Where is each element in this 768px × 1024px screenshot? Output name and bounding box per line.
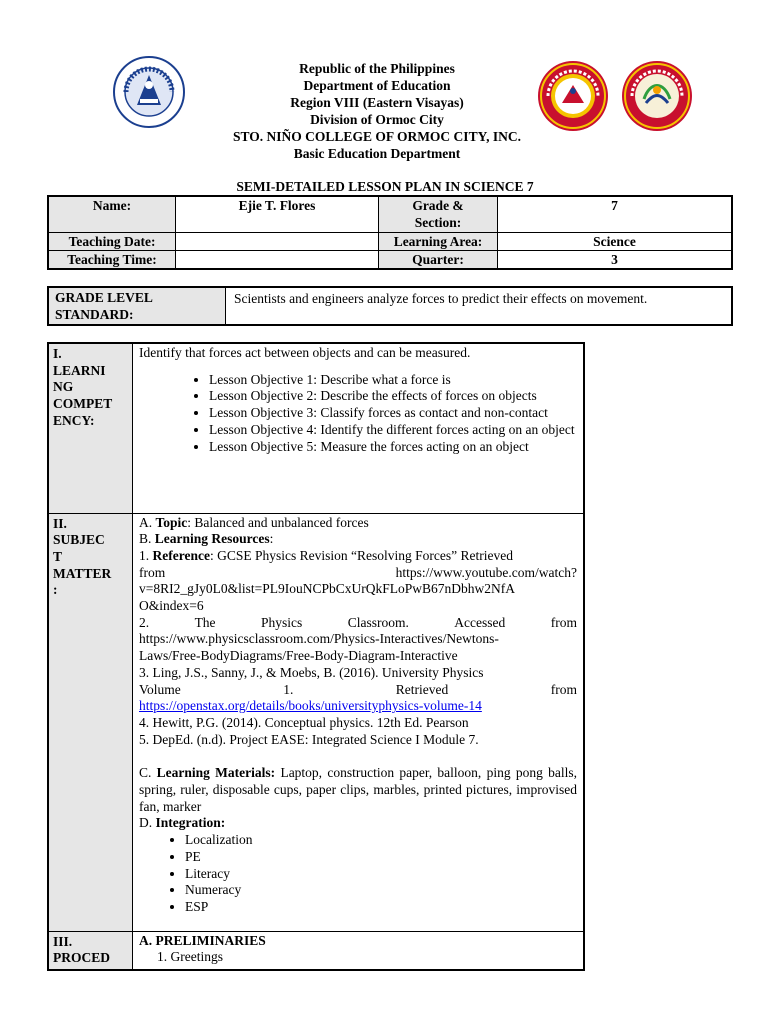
resources-prefix: B. [139,531,155,547]
quarter-value: 3 [498,250,733,269]
objective-item: • Lesson Objective 1: Describe what a force is [209,372,577,389]
grade-label-line1: Grade & [412,198,464,213]
header-division: Division of Ormoc City [310,112,444,127]
section2-label [48,513,133,931]
name-value: Ejie T. Flores [176,196,379,232]
ref3-word: from [550,681,577,697]
topic-prefix: A. [139,514,156,530]
resources-line [139,531,577,548]
header-republic: Republic of the Philippines [299,61,455,76]
ref2-word: The [194,614,216,630]
materials-prefix: C. [139,765,157,781]
ref2-word: Physics [261,614,303,630]
objective-item: • Lesson Objective 3: Classify forces as contact and non-contact [209,405,577,422]
reference-5: 5. DepEd. (n.d). Project EASE: Integrated Science I Module 7. [139,731,479,747]
section1-label-line: ENCY: [53,412,95,428]
grade-level-standard-value: Scientists and engineers analyze forces to predict their effects on movement. [226,287,733,325]
integration-list [139,832,577,916]
section3-label-line: PROCED [53,950,110,966]
document-header [130,60,624,162]
basic-education-department-seal-logo [620,59,694,133]
section3-label [48,931,133,970]
competency-intro: Identify that forces act between objects and can be measured. [139,345,471,360]
gls-label-line2: STANDARD: [55,307,134,322]
integration-item: • Localization [185,832,577,849]
reference-3-line-a: 3. Ling, J.S., Sanny, J., & Moebs, B. (2016). University Physics [139,664,484,680]
teaching-date-value [176,232,379,250]
integration-item: • PE [185,849,577,866]
section2-label-line: II. [53,515,67,531]
section2-label-line: MATTER [53,565,112,581]
name-label: Name: [48,196,176,232]
reference-2-url-b[interactable]: Laws/Free-BodyDiagrams/Free-Body-Diagram-Interactive [139,648,458,664]
grade-level-standard-label [48,287,226,325]
integration-prefix: D. [139,815,156,831]
ref1-prefix: 1. [139,547,153,563]
integration-item: • ESP [185,899,577,916]
section1-label-line: NG [53,379,74,395]
ref1-text: : GCSE Physics Revision “Resolving Forces” Retrieved [209,547,513,563]
teaching-time-value [176,250,379,269]
reference-2-url-a[interactable]: https://www.physicsclassroom.com/Physics-Interactives/Newtons- [139,631,499,647]
reference-2-line-a [139,615,577,632]
section2-content [133,513,585,931]
preliminaries-heading: A. PRELIMINARIES [139,932,266,948]
reference-1-line-d[interactable]: O&index=6 [139,598,204,614]
ref3-word: 1. [283,681,294,697]
section3-content [133,931,585,970]
ref2-word: from [550,614,577,630]
lesson-plan-table [47,342,585,971]
reference-3 [139,665,577,715]
objectives-list [139,372,577,456]
topic-label: Topic [155,514,188,530]
reference-1-line-c[interactable]: v=8RI2_gJy0L0&list=PL9IouNCPbCxUrQkFLoPwB67nDbhw2NfA [139,581,516,597]
header-region: Region VIII (Eastern Visayas) [290,95,464,110]
header-school-name: STO. NIÑO COLLEGE OF ORMOC CITY, INC. [233,129,521,144]
ref3-word: Volume [139,681,181,697]
ref1-from: from [139,564,166,580]
integration-label: Integration: [155,815,226,831]
materials-label: Learning Materials: [156,765,276,781]
grade-value: 7 [498,196,733,232]
reference-3-line-b [139,682,577,699]
grade-section-label [379,196,498,232]
teacher-info-table [47,195,733,270]
resources-suffix: : [269,531,274,547]
objective-item: • Lesson Objective 4: Identify the different forces acting on an object [209,422,577,439]
quarter-label: Quarter: [379,250,498,269]
grade-label-line2: Section: [414,215,462,230]
integration-item: • Literacy [185,866,577,883]
topic-line [139,515,577,532]
section1-label-line: I. [53,346,62,361]
section1-label [48,343,133,513]
ref2-word: Classroom. [347,614,409,630]
section1-content [133,343,585,513]
reference-1-line-a [139,548,577,565]
header-department: Department of Education [303,78,451,93]
greetings-item: 1. Greetings [157,949,223,965]
ref2-word: 2. [139,614,150,630]
integration-heading [139,815,577,832]
learning-area-label: Learning Area: [379,232,498,250]
section3-label-line: III. [53,933,73,949]
ref1-label: Reference [152,547,210,563]
reference-1-line-b [139,565,577,582]
reference-1 [139,548,577,615]
ref2-word: Accessed [454,614,506,630]
section2-label-line: SUBJEC [53,532,105,548]
section2-label-line: : [53,582,58,598]
resources-label: Learning Resources [154,531,270,547]
header-school-department: Basic Education Department [293,146,461,161]
section1-label-line: LEARNI [53,362,106,378]
section1-label-line: COMPET [53,396,113,412]
section2-label-line: T [53,548,63,564]
ref3-word: Retrieved [395,681,449,697]
objective-item: • Lesson Objective 5: Measure the forces acting on an object [209,439,577,456]
materials-value: Laptop, construction paper, balloon, ping pong balls, spring, ruler, disposable cups, paper clips, marbles, printed pictures, improvised fan, marker [139,765,577,814]
objective-item: • Lesson Objective 2: Describe the effects of forces on objects [209,388,577,405]
grade-level-standard-table [47,286,733,326]
reference-3-link[interactable]: https://openstax.org/details/books/universityphysics-volume-14 [139,698,482,714]
learning-area-value: Science [498,232,733,250]
lesson-plan-title: SEMI-DETAILED LESSON PLAN IN SCIENCE 7 [236,179,534,194]
ref1-url-start[interactable]: https://www.youtube.com/watch? [395,564,577,580]
reference-4: 4. Hewitt, P.G. (2014). Conceptual physics. 12th Ed. Pearson [139,714,469,730]
teaching-time-label: Teaching Time: [48,250,176,269]
topic-value: : Balanced and unbalanced forces [187,514,369,530]
learning-materials [139,765,577,815]
reference-2 [139,615,577,665]
integration-item: • Numeracy [185,882,577,899]
teaching-date-label: Teaching Date: [48,232,176,250]
gls-label-line1: GRADE LEVEL [55,290,153,305]
